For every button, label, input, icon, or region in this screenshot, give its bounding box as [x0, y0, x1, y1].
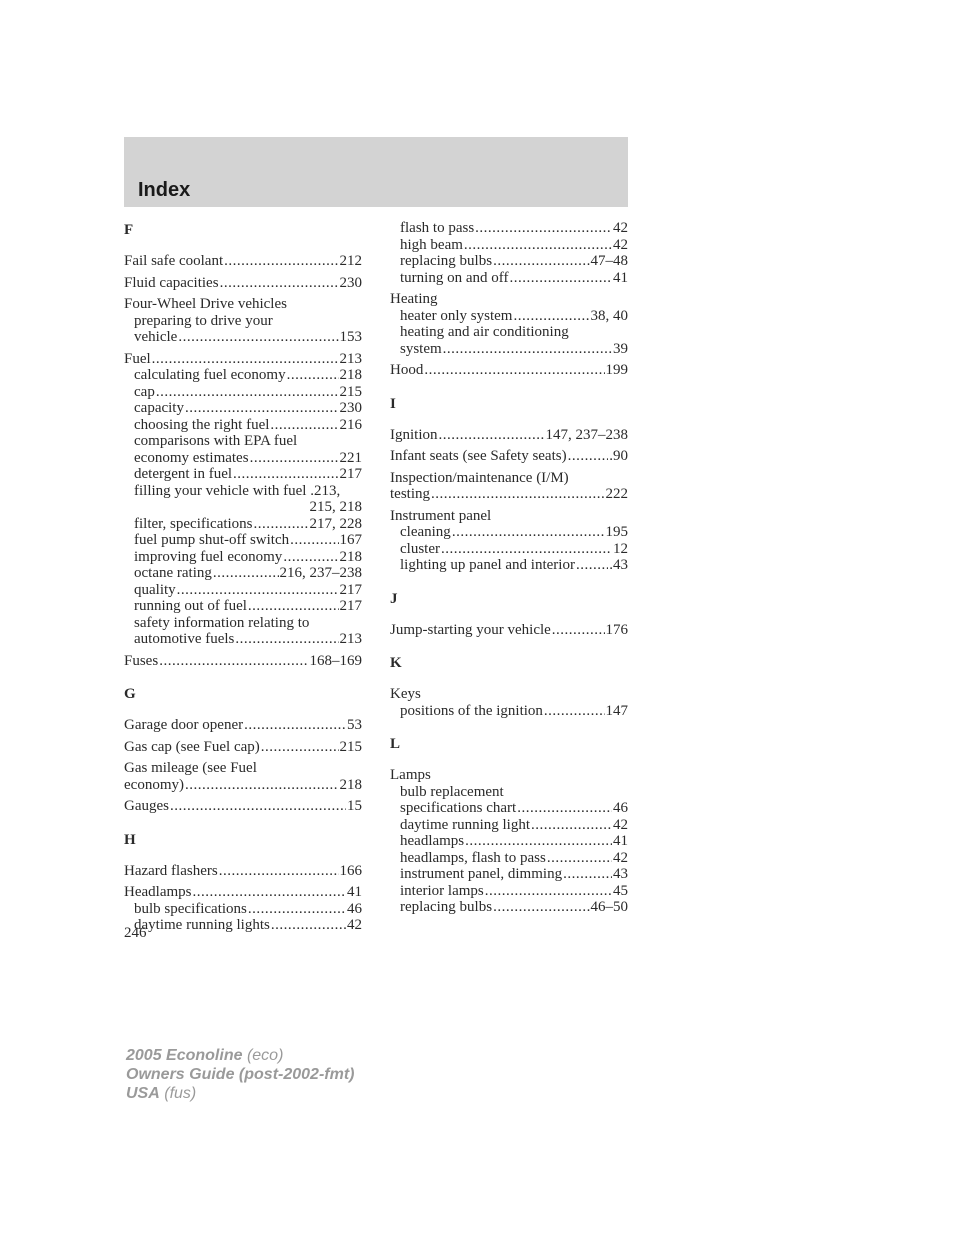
entry-pages: .90 [609, 448, 628, 464]
entry-pages: 217 [339, 598, 362, 614]
entry-term: Ignition [390, 426, 438, 443]
index-entry [124, 863, 362, 880]
entry-term: Lamps [390, 767, 431, 783]
entry-subterm: choosing the right fuel [134, 416, 270, 433]
section-letter-i: I [390, 395, 396, 412]
entry-pages: 221 [339, 449, 362, 466]
entry-subterm: high beam [400, 236, 463, 253]
entry-term: Headlamps [124, 884, 192, 900]
entry-subterm: specifications chart [400, 800, 517, 816]
entry-pages: 176 [605, 621, 628, 638]
entry-subterm: economy estimates [134, 449, 249, 466]
entry-pages: 217 [339, 581, 362, 598]
entry-subterm: lighting up panel and interior [400, 557, 575, 573]
entry-pages: 42 [613, 236, 628, 253]
entry-subterm: octane rating [134, 565, 212, 581]
entry-subterm: improving fuel economy [134, 548, 283, 565]
entry-pages: 41 [613, 269, 628, 286]
index-entry [124, 653, 362, 670]
entry-term: Fuel [124, 350, 151, 367]
entry-subterm: detergent in fuel [134, 466, 233, 482]
entry-pages: 213 [339, 631, 362, 647]
index-entry [124, 275, 362, 292]
index-entry [124, 739, 362, 756]
footer-market: USA [126, 1085, 160, 1102]
entry-pages: 38, 40 [590, 307, 628, 324]
entry-term: testing [390, 486, 430, 502]
index-entry [390, 220, 628, 286]
entry-subterm: comparisons with EPA fuel [134, 433, 298, 449]
entry-pages: 199 [605, 362, 628, 378]
page-number: 246 [124, 925, 147, 941]
entry-term: Jump-starting your vehicle [390, 621, 551, 638]
entry-pages: 147, 237–238 [545, 426, 628, 443]
entry-subterm: replacing bulbs [400, 899, 493, 915]
entry-subterm: interior lamps [400, 882, 484, 899]
entry-term: Fuses [124, 652, 159, 669]
entry-pages: 216 [339, 416, 362, 433]
index-entry [124, 253, 362, 270]
entry-subterm: capacity [134, 400, 184, 416]
section-letter-f: F [124, 222, 134, 238]
entry-term: Fail safe coolant [124, 253, 224, 269]
entry-pages: 42 [613, 849, 628, 866]
index-entry [124, 296, 362, 346]
entry-term: Inspection/maintenance (I/M) [390, 469, 569, 486]
index-entry [124, 717, 362, 734]
section-letter-l: L [390, 736, 401, 752]
entry-subterm: heating and air conditioning [400, 324, 569, 340]
entry-pages: 45 [613, 882, 628, 899]
entry-pages: 218 [339, 367, 362, 383]
entry-subterm: heater only system [400, 307, 513, 324]
entry-term: Fluid capacities [124, 274, 219, 291]
entry-pages: 218 [339, 548, 362, 565]
entry-pages: 46 [613, 800, 628, 816]
index-entry [390, 767, 628, 916]
footer-market-code: (fus) [164, 1085, 197, 1102]
entry-pages: 12 [613, 540, 628, 557]
entry-subterm: filling your vehicle with fuel [134, 482, 307, 499]
entry-pages: 217 [339, 466, 362, 482]
entry-subterm: cluster [400, 540, 440, 557]
entry-subterm: quality [134, 581, 176, 598]
entry-pages: 213 [339, 350, 362, 367]
entry-term: Heating [390, 291, 438, 307]
entry-pages: 195 [605, 524, 628, 540]
entry-subterm: calculating fuel economy [134, 367, 286, 383]
entry-pages: 39 [613, 340, 628, 357]
index-column-left [124, 220, 362, 939]
entry-pages: 153 [339, 329, 362, 345]
entry-term: Instrument panel [390, 507, 492, 524]
entry-subterm: running out of fuel [134, 598, 247, 614]
entry-pages: 41 [613, 833, 628, 849]
index-entry [124, 760, 362, 793]
entry-term: economy) [124, 776, 184, 793]
index-entry [390, 508, 628, 574]
entry-subterm: bulb replacement [400, 783, 504, 800]
entry-subterm: system [400, 340, 442, 357]
entry-pages: 216, 237–238 [279, 565, 362, 581]
entry-term: Hazard flashers [124, 862, 218, 879]
entry-subterm: filter, specifications [134, 515, 253, 532]
index-entry [124, 798, 362, 815]
entry-subterm: flash to pass [400, 220, 475, 236]
entry-subterm: daytime running light [400, 816, 530, 833]
entry-pages: 42 [613, 220, 628, 236]
section-letter-g: G [124, 686, 136, 702]
entry-subterm: headlamps, flash to pass [400, 849, 546, 866]
entry-pages: 222 [605, 486, 628, 502]
entry-subterm: safety information relating to [134, 614, 310, 631]
entry-pages: 215, 218 [309, 499, 362, 515]
entry-term: Gauges [124, 798, 169, 814]
footer-model-code: (eco) [246, 1047, 284, 1064]
entry-pages: 46 [347, 900, 362, 917]
entry-subterm: instrument panel, dimming [400, 866, 563, 882]
entry-pages: 15 [347, 798, 362, 814]
entry-subterm: bulb specifications [134, 900, 247, 917]
section-letter-k: K [390, 655, 402, 671]
index-entry [390, 448, 628, 465]
entry-term: Garage door opener [124, 717, 244, 733]
entry-pages: .43 [609, 557, 628, 573]
index-entry [390, 686, 628, 719]
entry-pages: 230 [339, 274, 362, 291]
entry-pages: 215 [339, 738, 362, 755]
entry-subterm: positions of the ignition [400, 702, 543, 719]
entry-subterm: automotive fuels [134, 631, 235, 647]
entry-pages: 212 [339, 253, 362, 269]
header-band [124, 137, 628, 207]
entry-subterm: vehicle [134, 329, 178, 345]
footer-guide: Owners Guide (post-2002-fmt) [126, 1066, 355, 1083]
entry-term: Hood [390, 362, 424, 378]
entry-pages: 230 [339, 400, 362, 416]
entry-pages: 217, 228 [309, 515, 362, 532]
entry-subterm: preparing to drive your [134, 312, 273, 329]
entry-pages: 42 [347, 917, 362, 933]
entry-pages: 168–169 [309, 652, 362, 669]
entry-subterm: fuel pump shut-off switch [134, 532, 290, 548]
entry-term: Infant seats (see Safety seats) [390, 448, 567, 464]
index-entry [390, 291, 628, 357]
entry-pages: 47–48 [590, 253, 628, 269]
entry-pages: 167 [339, 532, 362, 548]
entry-subterm: daytime running lights [134, 917, 270, 933]
section-letter-j: J [390, 590, 398, 607]
entry-term: Four-Wheel Drive vehicles [124, 296, 287, 312]
index-entry [124, 351, 362, 648]
entry-pages: 41 [347, 884, 362, 900]
entry-term: Keys [390, 686, 421, 702]
index-column-right [390, 220, 628, 921]
document-footer [126, 1046, 354, 1103]
entry-subterm: replacing bulbs [400, 253, 493, 269]
entry-pages: 147 [605, 702, 628, 719]
footer-model: 2005 Econoline [126, 1047, 243, 1064]
index-entry [390, 362, 628, 379]
entry-subterm: headlamps [400, 833, 465, 849]
entry-term: Gas cap (see Fuel cap) [124, 738, 260, 755]
entry-subterm: cleaning [400, 524, 451, 540]
index-entry [124, 884, 362, 934]
entry-pages: 46–50 [590, 899, 628, 915]
entry-pages: 218 [339, 776, 362, 793]
entry-subterm: cap [134, 383, 155, 400]
entry-pages: 53 [347, 717, 362, 733]
page-title: Index [138, 179, 191, 201]
entry-pages: 42 [613, 816, 628, 833]
entry-subterm: turning on and off [400, 269, 509, 286]
entry-pages: 43 [613, 866, 628, 882]
entry-term: Gas mileage (see Fuel [124, 760, 257, 776]
entry-pages: 215 [339, 383, 362, 400]
index-entry [390, 427, 628, 444]
index-entry [390, 622, 628, 639]
entry-pages: .213, [310, 482, 341, 499]
section-letter-h: H [124, 831, 136, 848]
entry-pages: 166 [339, 862, 362, 879]
index-entry [390, 470, 628, 503]
